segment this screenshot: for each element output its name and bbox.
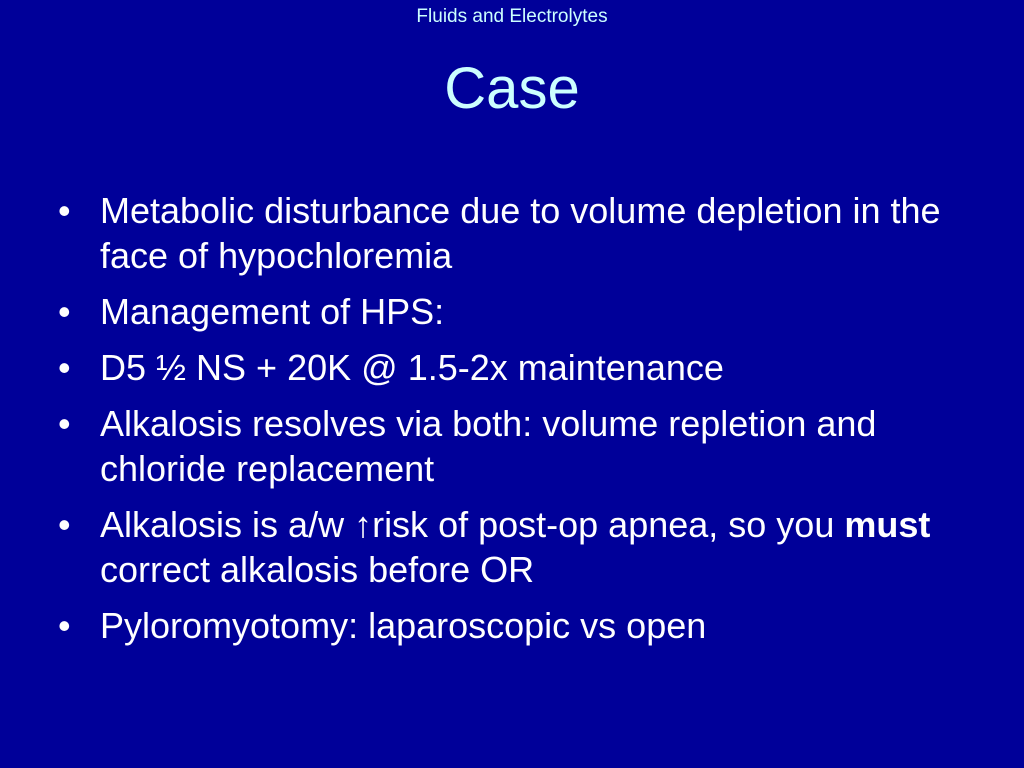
bullet-text: D5 ½ NS + 20K @ 1.5-2x maintenance — [100, 347, 724, 388]
bullet-icon: • — [58, 190, 71, 231]
bullet-text — [100, 504, 930, 590]
bullet-item — [58, 289, 978, 334]
bullet-text-bold: must — [844, 504, 931, 545]
bullet-icon: • — [58, 605, 71, 646]
bullet-text: Management of HPS: — [100, 291, 445, 332]
bullet-item — [58, 502, 978, 592]
bullet-icon: • — [58, 403, 71, 444]
bullet-icon: • — [58, 504, 71, 545]
bullet-text-post: correct alkalosis before OR — [100, 549, 535, 590]
bullet-item — [58, 188, 978, 278]
bullet-text: Pyloromyotomy: laparoscopic vs open — [100, 605, 707, 646]
bullet-item — [58, 603, 978, 648]
bullet-item — [58, 401, 978, 491]
bullet-text: Alkalosis resolves via both: volume repletion and chloride replacement — [100, 403, 877, 489]
bullet-icon: • — [58, 291, 71, 332]
bullet-text-pre: Alkalosis is a/w ↑risk of post-op apnea, so you — [100, 504, 845, 545]
bullet-item — [58, 345, 978, 390]
bullet-text: Metabolic disturbance due to volume depletion in the face of hypochloremia — [100, 190, 941, 276]
slide-header: Fluids and Electrolytes — [416, 6, 608, 27]
bullet-icon: • — [58, 347, 71, 388]
slide-title: Case — [444, 56, 580, 121]
bullet-list — [58, 188, 978, 659]
